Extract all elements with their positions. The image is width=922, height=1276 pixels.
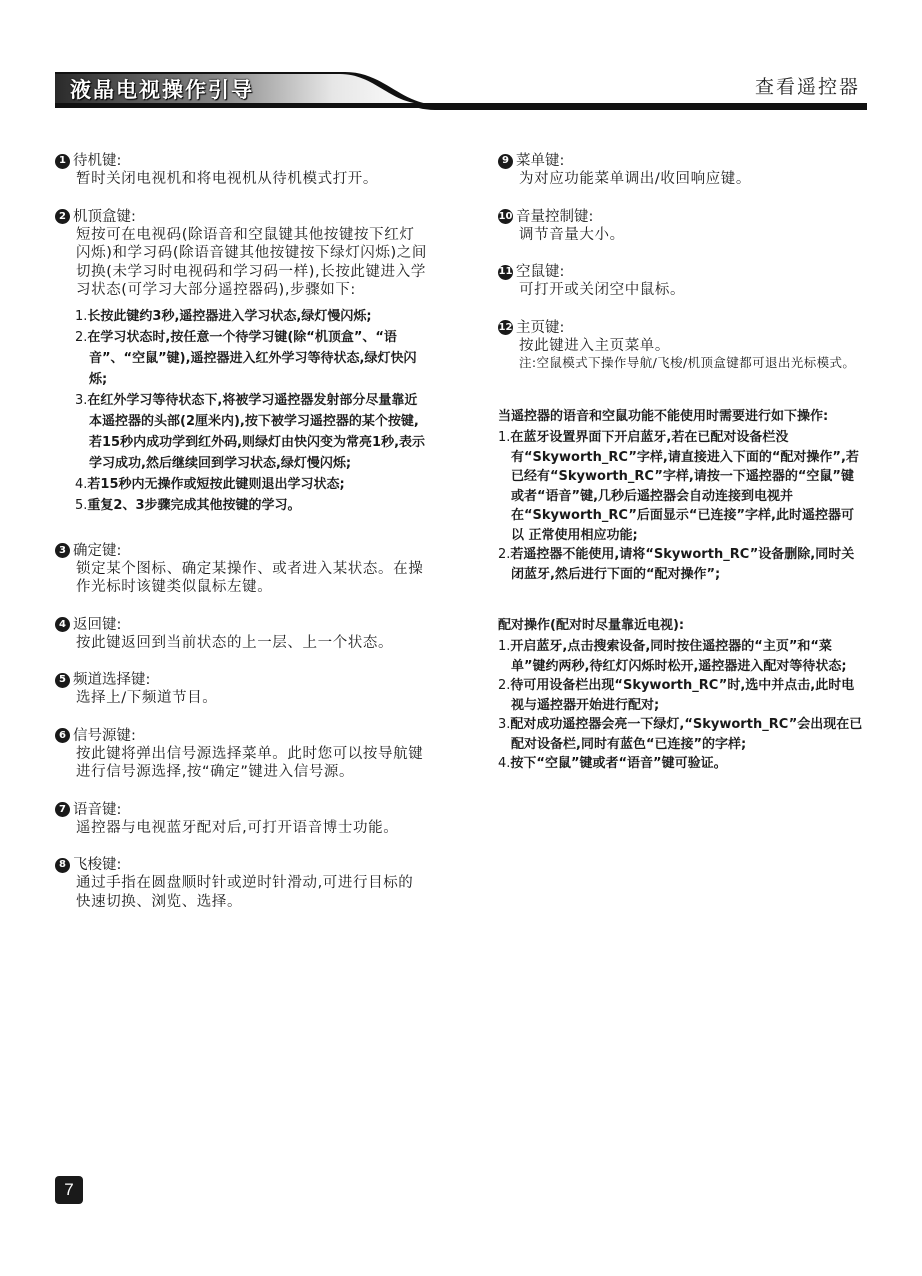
item-title: 空鼠键: [516, 264, 565, 280]
item-title: 频道选择键: [73, 672, 151, 688]
pairing-steps-list [498, 637, 866, 774]
item-body: 可打开或关闭空中鼠标。 [519, 282, 686, 298]
item-title: 待机键: [73, 153, 122, 169]
item-body: 按此键将弹出信号源选择菜单。此时您可以按导航键进行信号源选择,按“确定”键进入信号源。 [76, 745, 424, 780]
number-badge: 6 [55, 728, 70, 743]
item-body: 暂时关闭电视机和将电视机从待机模式打开。 [76, 171, 378, 187]
key-item-menu [498, 152, 866, 189]
item-title: 信号源键: [73, 727, 136, 744]
item-title: 机顶盒键: [73, 208, 136, 225]
key-item-air-mouse [498, 263, 866, 300]
key-item-back [55, 616, 427, 653]
item-body: 选择上/下频道节目。 [76, 690, 218, 706]
key-item-voice [55, 801, 427, 838]
number-badge: 12 [498, 320, 513, 335]
number-badge: 11 [498, 265, 513, 280]
list-item: 5.重复2、3步骤完成其他按键的学习。 [75, 497, 301, 513]
list-item: 1.长按此键约3秒,遥控器进入学习状态,绿灯慢闪烁; [75, 308, 372, 324]
key-item-shuttle [55, 856, 427, 911]
bluetooth-troubleshoot-section [498, 405, 866, 584]
item-title: 返回键: [73, 616, 122, 633]
header-section-title: 查看遥控器 [754, 76, 860, 98]
item-body: 按此键进入主页菜单。 [519, 337, 670, 354]
item-body: 锁定某个图标、确定某操作、或者进入某状态。在操作光标时该键类似鼠标左键。 [76, 560, 424, 595]
page-number: 7 [55, 1176, 83, 1204]
item-title: 音量控制键: [516, 208, 594, 225]
number-badge: 4 [55, 617, 70, 632]
key-item-source [55, 727, 427, 782]
item-body: 按此键返回到当前状态的上一层、上一个状态。 [76, 634, 394, 651]
list-item: 3.在红外学习等待状态下,将被学习遥控器发射部分尽量靠近本遥控器的头部(2厘米内),按下被学习遥控器的某个按键,若15秒内成功学到红外码,则绿灯由快闪变为常亮1秒,表示学习成功,然后继续回到学习状态,绿灯慢闪烁; [75, 392, 426, 471]
number-badge: 9 [498, 154, 513, 169]
number-badge: 7 [55, 802, 70, 817]
number-badge: 5 [55, 673, 70, 688]
item-body: 遥控器与电视蓝牙配对后,可打开语音博士功能。 [76, 819, 399, 836]
list-item: 1.开启蓝牙,点击搜索设备,同时按住遥控器的“主页”和“菜单”键约两秒,待红灯闪烁时松开,遥控器进入配对等待状态; [498, 639, 847, 674]
key-item-standby [55, 152, 427, 189]
number-badge: 10 [498, 209, 513, 224]
number-badge: 1 [55, 154, 70, 169]
list-item: 4.按下“空鼠”键或者“语音”键可验证。 [498, 756, 727, 771]
item-title: 语音键: [73, 801, 122, 818]
item-title: 主页键: [516, 319, 565, 336]
header-title: 液晶电视操作引导 [70, 78, 254, 102]
section-heading: 配对操作(配对时尽量靠近电视): [498, 618, 685, 633]
key-item-settop-box [55, 208, 427, 516]
key-item-home [498, 319, 866, 372]
item-title: 飞梭键: [73, 857, 122, 873]
list-item: 1.在蓝牙设置界面下开启蓝牙,若在已配对设备栏没有“Skyworth_RC”字样,请直接进入下面的“配对操作”,若已经有“Skyworth_RC”字样,请按一下遥控器的“空鼠”键或者“语音”键,几秒后遥控器会自动连接到电视并在“Skyworth_RC”后面显示“已连接”字样,此时遥控器可以 正常使用相应功能; [498, 430, 859, 543]
number-badge: 2 [55, 209, 70, 224]
item-title: 菜单键: [516, 153, 565, 169]
key-item-volume [498, 208, 866, 245]
right-column [498, 152, 866, 774]
pairing-section [498, 614, 866, 774]
list-item: 2.若遥控器不能使用,请将“Skyworth_RC”设备删除,同时关闭蓝牙,然后进行下面的“配对操作”; [498, 547, 855, 582]
section-heading: 当遥控器的语音和空鼠功能不能使用时需要进行如下操作: [498, 409, 829, 424]
list-item: 2.待可用设备栏出现“Skyworth_RC”时,选中并点击,此时电视与遥控器开始进行配对; [498, 678, 855, 713]
list-item: 3.配对成功遥控器会亮一下绿灯,“Skyworth_RC”会出现在已配对设备栏,同时有蓝色“已连接”的字样; [498, 717, 863, 752]
item-title: 确定键: [73, 542, 122, 559]
key-item-ok [55, 542, 427, 597]
item-body: 为对应功能菜单调出/收回响应键。 [519, 171, 751, 187]
bluetooth-steps-list [498, 428, 866, 584]
list-item: 4.若15秒内无操作或短按此键则退出学习状态; [75, 476, 345, 492]
learning-steps-list [75, 306, 427, 516]
item-body: 短按可在电视码(除语音和空鼠键其他按键按下红灯闪烁)和学习码(除语音键其他按键按下绿灯闪烁)之间切换(未学习时电视码和学习码一样),长按此键进入学习状态(可学习大部分遥控器码),步骤如下: [76, 226, 427, 298]
left-column [55, 152, 427, 930]
item-body: 调节音量大小。 [519, 226, 625, 243]
number-badge: 3 [55, 543, 70, 558]
list-item: 2.在学习状态时,按任意一个待学习键(除“机顶盒”、“语音”、“空鼠”键),遥控器进入红外学习等待状态,绿灯快闪烁; [75, 329, 417, 387]
number-badge: 8 [55, 858, 70, 873]
item-body: 通过手指在圆盘顺时针或逆时针滑动,可进行目标的快速切换、浏览、选择。 [76, 875, 414, 910]
key-item-channel [55, 671, 427, 708]
item-note: 注:空鼠模式下操作导航/飞梭/机顶盒键都可退出光标模式。 [519, 355, 856, 370]
